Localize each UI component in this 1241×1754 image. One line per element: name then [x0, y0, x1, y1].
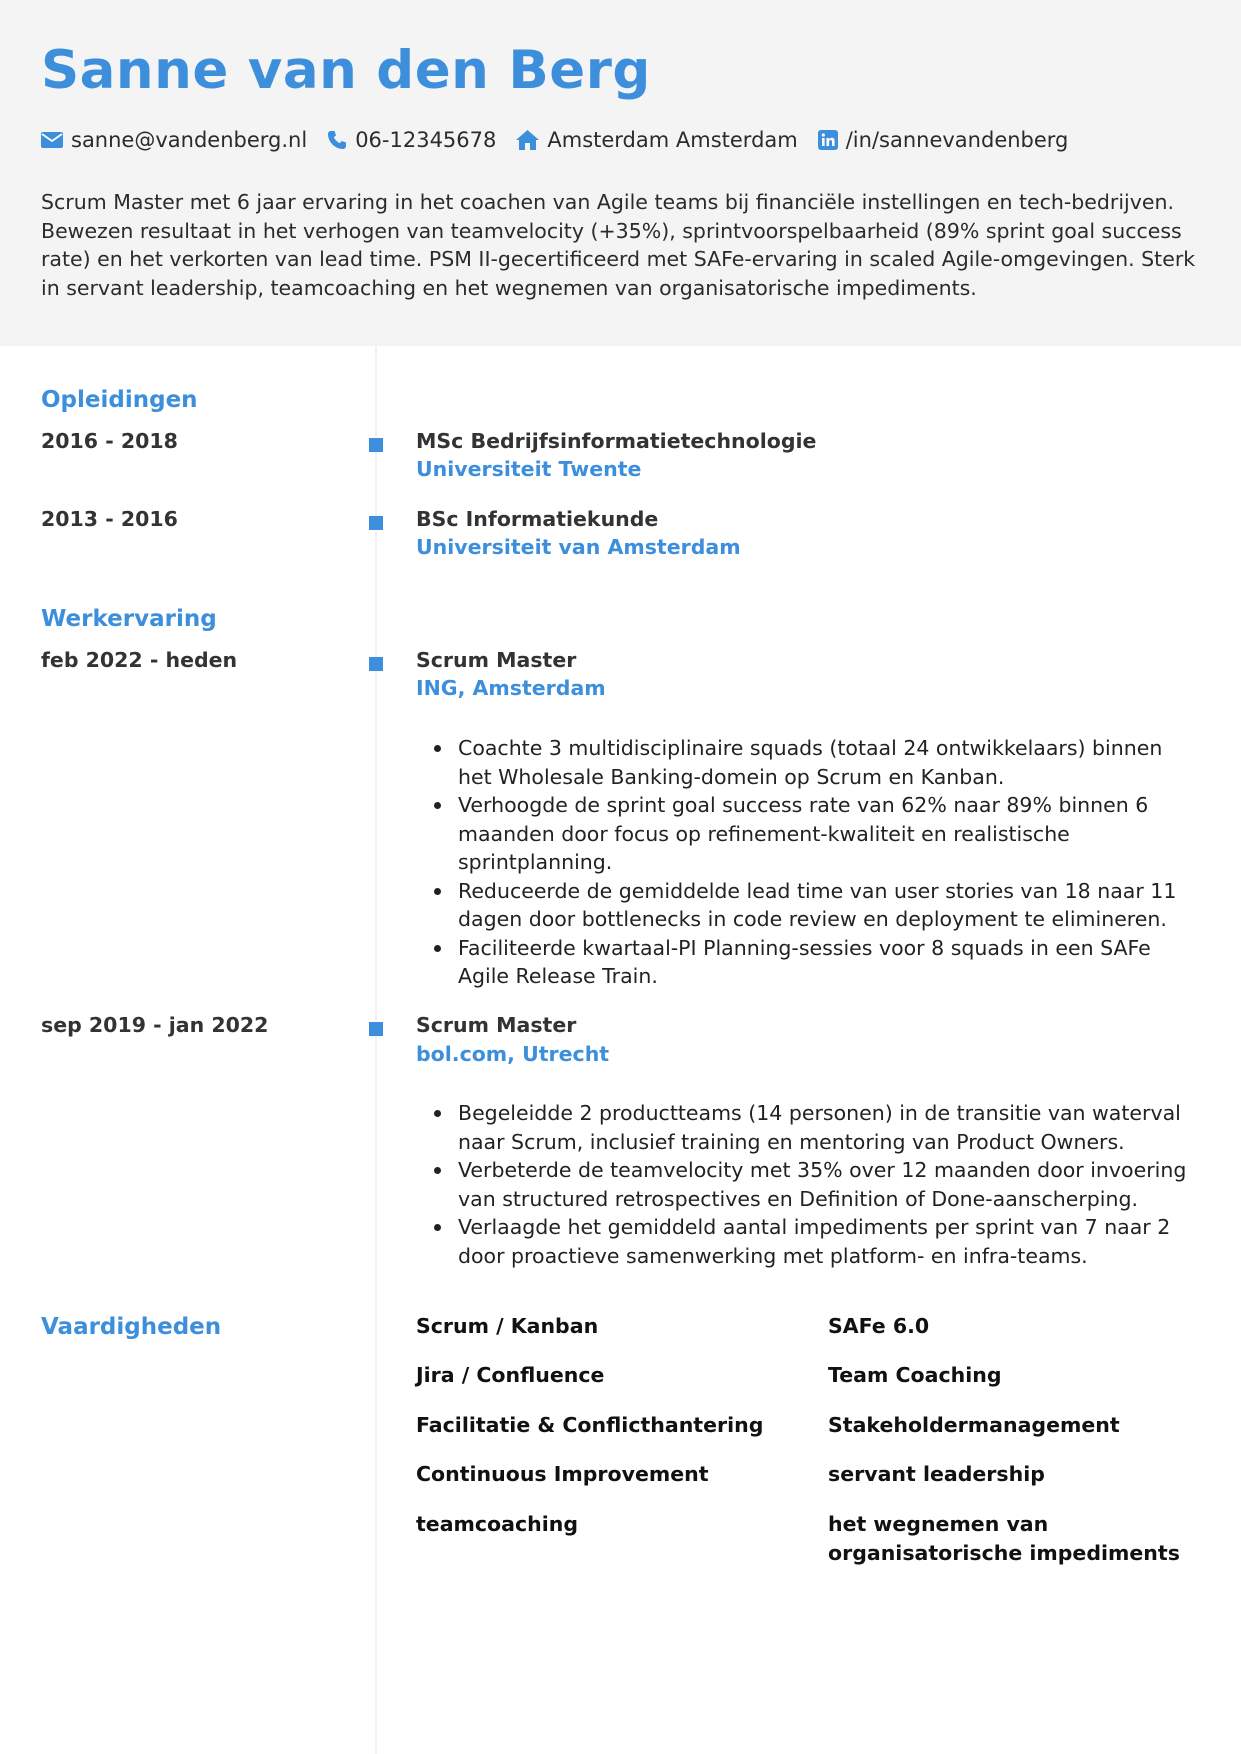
skill-item: Facilitatie & Conflicthantering — [416, 1413, 764, 1437]
list-item: Begeleidde 2 productteams (14 personen) in de transitie van waterval naar Scrum, inclusief training en mentoring van Product Owners. — [416, 1099, 1196, 1156]
education-heading: Opleidingen — [41, 387, 198, 413]
skill-item: Continuous Improvement — [416, 1462, 709, 1486]
envelope-icon — [41, 132, 63, 148]
skill-item: Stakeholdermanagement — [828, 1413, 1120, 1437]
contact-bar — [41, 128, 1088, 152]
linkedin-text: /in/sannevandenberg — [845, 128, 1069, 152]
email-text: sanne@vandenberg.nl — [71, 128, 308, 152]
skill-item: SAFe 6.0 — [828, 1314, 930, 1338]
contact-linkedin[interactable] — [818, 128, 1069, 152]
experience-bullet-list — [416, 734, 1196, 991]
list-item: Reduceerde de gemiddelde lead time van user stories van 18 naar 11 dagen door bottlenecks in code review en deployment te elimineren. — [416, 877, 1196, 934]
skills-heading: Vaardigheden — [41, 1314, 222, 1340]
experience-role: Scrum Master — [416, 1013, 577, 1037]
contact-phone[interactable] — [327, 128, 496, 152]
experience-bullet-list — [416, 1099, 1196, 1270]
timeline-marker — [369, 657, 383, 671]
timeline-marker — [369, 438, 383, 452]
skill-item: Scrum / Kanban — [416, 1314, 599, 1338]
experience-company: bol.com, Utrecht — [416, 1042, 610, 1066]
experience-company: ING, Amsterdam — [416, 676, 606, 700]
resume-header — [0, 0, 1241, 346]
list-item: Coachte 3 multidisciplinaire squads (totaal 24 ontwikkelaars) binnen het Wholesale Banking-domein op Scrum en Kanban. — [416, 734, 1196, 791]
column-divider — [375, 346, 377, 1754]
education-school: Universiteit van Amsterdam — [416, 535, 741, 559]
experience-role: Scrum Master — [416, 648, 577, 672]
contact-location — [516, 128, 797, 152]
list-item: Verlaagde het gemiddeld aantal impediments per sprint van 7 naar 2 door proactieve samenwerking met platform- en infra-teams. — [416, 1213, 1196, 1270]
list-item: Verbeterde de teamvelocity met 35% over 12 maanden door invoering van structured retrospectives en Definition of Done-aanscherping. — [416, 1156, 1196, 1213]
home-icon — [516, 130, 539, 150]
experience-period: feb 2022 - heden — [41, 648, 238, 672]
profile-summary: Scrum Master met 6 jaar ervaring in het coachen van Agile teams bij financiële instellingen en tech-bedrijven. Bewezen resultaat in het verhogen van teamvelocity (+35%), sprintvoorspelbaarheid (89% sprint goal success rate) en het verkorten van lead time. PSM II-gecertificeerd met SAFe-ervaring in scaled Agile-omgevingen. Sterk in servant leadership, teamcoaching en het wegnemen van organisatorische impediments. — [41, 190, 1196, 301]
list-item: Verhoogde de sprint goal success rate van 62% naar 89% binnen 6 maanden door focus op refinement-kwaliteit en realistische sprintplanning. — [416, 791, 1196, 877]
experience-period: sep 2019 - jan 2022 — [41, 1013, 269, 1037]
phone-text: 06-12345678 — [355, 128, 497, 152]
education-degree: BSc Informatiekunde — [416, 507, 659, 531]
experience-heading: Werkervaring — [41, 606, 217, 632]
education-school: Universiteit Twente — [416, 457, 642, 481]
education-period: 2016 - 2018 — [41, 429, 178, 453]
phone-icon — [327, 130, 347, 150]
skill-item: Team Coaching — [828, 1363, 1002, 1387]
location-text: Amsterdam Amsterdam — [547, 128, 798, 152]
education-period: 2013 - 2016 — [41, 507, 178, 531]
skill-item: het wegnemen van organisatorische impediments — [828, 1512, 1180, 1565]
education-degree: MSc Bedrijfsinformatietechnologie — [416, 429, 817, 453]
list-item: Faciliteerde kwartaal-PI Planning-sessies voor 8 squads in een SAFe Agile Release Train. — [416, 934, 1196, 991]
contact-email[interactable] — [41, 128, 307, 152]
timeline-marker — [369, 516, 383, 530]
skill-item: Jira / Confluence — [416, 1363, 605, 1387]
skill-item: teamcoaching — [416, 1512, 579, 1536]
linkedin-icon — [818, 130, 838, 150]
skill-item: servant leadership — [828, 1462, 1045, 1486]
person-name: Sanne van den Berg — [41, 40, 651, 101]
timeline-marker — [369, 1022, 383, 1036]
